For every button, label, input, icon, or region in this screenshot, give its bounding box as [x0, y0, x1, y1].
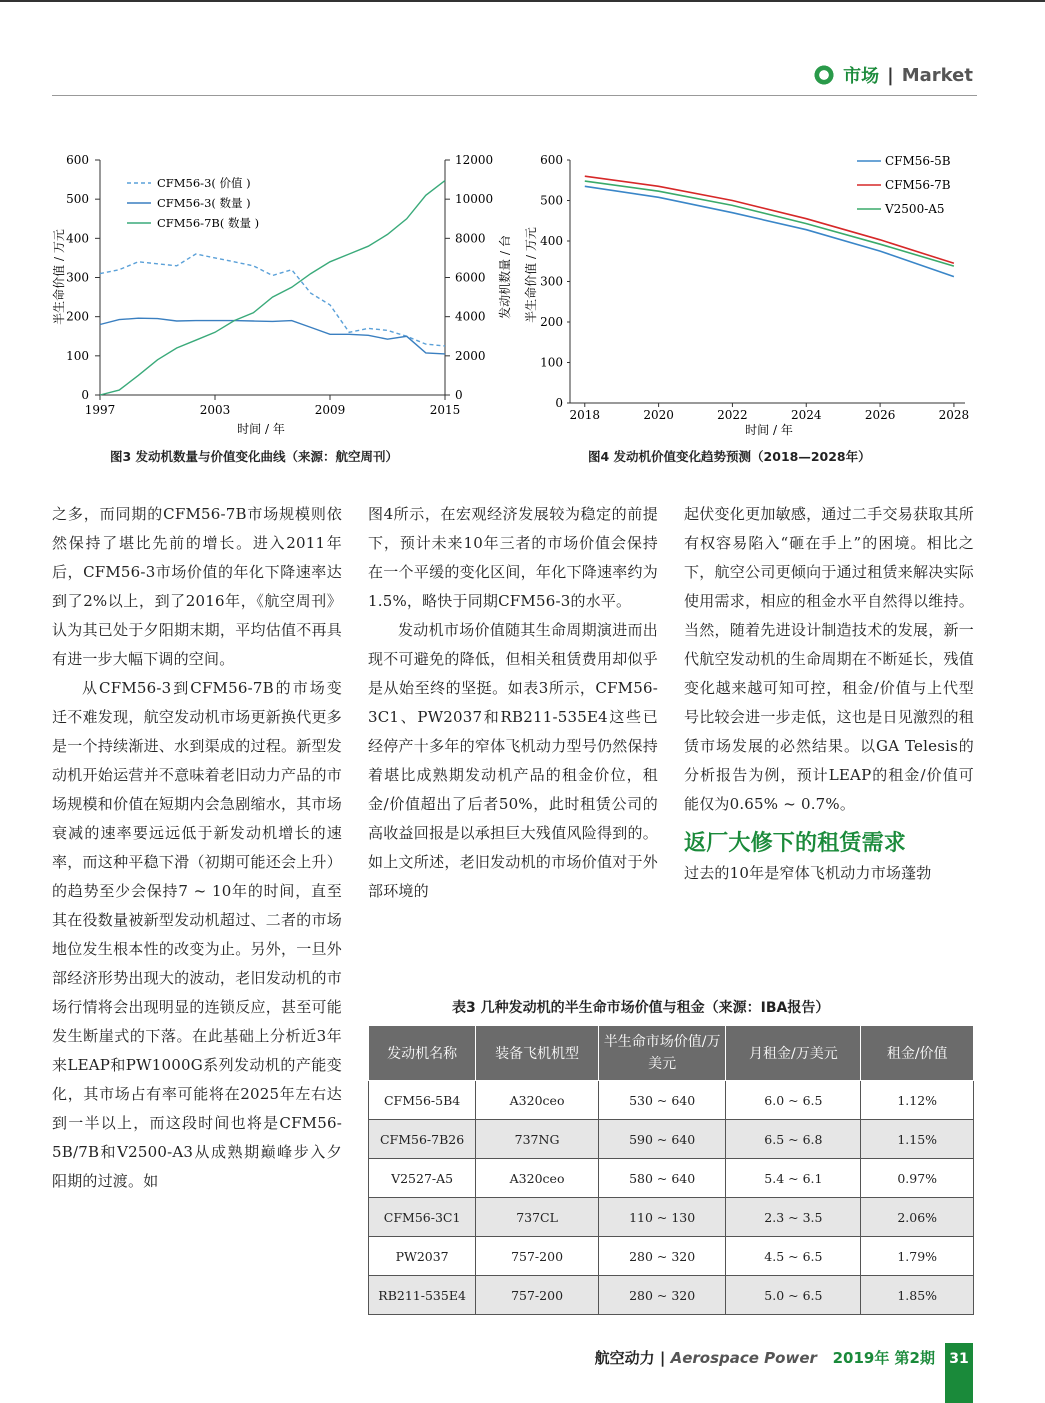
fig3-ytick-label-right: 10000 — [455, 192, 494, 207]
section-header — [813, 62, 973, 88]
table-3-caption: 表3 几种发动机的半生命市场价值与租金（来源：IBA报告） — [452, 1000, 830, 1016]
fig4-axes — [570, 160, 965, 403]
fig4-xtick-label: 2018 — [569, 408, 601, 422]
table-cell: 6.0 ~ 6.5 — [726, 1081, 861, 1120]
table-row — [369, 1120, 974, 1159]
fig3-ytick-label-right: 6000 — [455, 270, 486, 285]
fig3-ytick-label-left: 0 — [81, 388, 89, 402]
fig4-xtick-label: 2020 — [643, 408, 674, 422]
table-cell: CFM56-7B26 — [369, 1120, 476, 1159]
table-cell: CFM56-5B4 — [369, 1081, 476, 1120]
footer-separator: | — [659, 1349, 666, 1367]
fig4-series-line — [585, 186, 954, 276]
fig4-legend-label: CFM56-7B — [885, 178, 951, 192]
table-cell: CFM56-3C1 — [369, 1198, 476, 1237]
fig4-ytick-label: 400 — [540, 234, 563, 248]
table-cell: 5.4 ~ 6.1 — [726, 1159, 861, 1198]
col3-paragraph-2: 过去的10年是窄体飞机动力市场蓬勃 — [684, 864, 932, 882]
fig4-ytick-label: 300 — [540, 274, 563, 289]
top-rule — [0, 0, 1045, 2]
issue-label: 2019年 第2期 — [832, 1349, 935, 1367]
figure-4-caption: 图4 发动机价值变化趋势预测（2018—2028年） — [588, 449, 871, 464]
fig3-ytick-label-left: 100 — [66, 348, 89, 363]
text-column-2 — [368, 500, 658, 906]
table-cell: 4.5 ~ 6.5 — [726, 1237, 861, 1276]
table-header-cell: 装备飞机机型 — [476, 1026, 599, 1081]
fig4-ytick-label: 0 — [555, 396, 563, 410]
table-row — [369, 1276, 974, 1315]
fig3-xtick-label: 2015 — [429, 403, 461, 417]
fig4-ytick-label: 200 — [540, 315, 563, 329]
table-cell: A320ceo — [476, 1081, 599, 1120]
text-column-1 — [52, 500, 342, 1196]
table-header-cell: 租金/价值 — [861, 1026, 974, 1081]
fig3-ytick-label-left: 200 — [66, 309, 89, 324]
fig3-ylabel-left: 半生命价值 / 万元 — [52, 229, 66, 325]
fig3-xtick-label: 2009 — [314, 403, 346, 417]
header-rule — [52, 95, 977, 96]
fig4-legend-label: V2500-A5 — [885, 202, 945, 216]
figure-3-chart — [45, 145, 515, 445]
fig4-ytick-label: 500 — [540, 193, 563, 208]
fig3-ytick-label-right: 0 — [455, 388, 463, 402]
table-row — [369, 1237, 974, 1276]
fig4-ytick-label: 600 — [540, 153, 563, 167]
fig3-legend-label: CFM56-3( 价值 ) — [157, 176, 251, 190]
table-cell: 5.0 ~ 6.5 — [726, 1276, 861, 1315]
col2-paragraph-2: 发动机市场价值随其生命周期演进而出现不可避免的降低，但相关租赁费用却似乎是从始至终的坚挺。如表3所示，CFM56-3C1、PW2037和RB211-535E4这些已经停产十多年的窄体飞机动力型号仍然保持着堪比成熟期发动机产品的租金价位，租金/价值超出了后者50%，此时租赁公司的高收益回报是以承担巨大残值风险得到的。如上文所述，老旧发动机的市场价值对于外部环境的 — [368, 621, 658, 900]
table-cell: PW2037 — [369, 1237, 476, 1276]
col1-paragraph-1: 之多，而同期的CFM56-7B市场规模则依然保持了堪比先前的增长。进入2011年后，CFM56-3市场价值的年化下降速率达到了2%以上，到了2016年，《航空周刊》认为其已处于夕阳期末期，平均估值不再具有进一步大幅下调的空间。 — [52, 505, 342, 668]
fig3-ytick-label-left: 500 — [66, 192, 89, 207]
table-row — [369, 1081, 974, 1120]
table-cell: 590 ~ 640 — [598, 1120, 725, 1159]
fig4-ytick-label: 100 — [540, 355, 563, 370]
figure-4-chart — [495, 145, 975, 445]
fig3-ytick-label-right: 12000 — [455, 153, 494, 167]
table-cell: 2.06% — [861, 1198, 974, 1237]
fig3-legend-label: CFM56-7B( 数量 ) — [157, 216, 260, 230]
fig3-series-line — [100, 318, 445, 354]
table-cell: 1.85% — [861, 1276, 974, 1315]
section-heading: 返厂大修下的租赁需求 — [684, 831, 907, 856]
fig3-axes — [100, 160, 445, 395]
table-cell: 757-200 — [476, 1276, 599, 1315]
fig4-xtick-label: 2024 — [790, 408, 822, 422]
fig4-xtick-label: 2026 — [864, 408, 896, 422]
fig4-xlabel: 时间 / 年 — [745, 423, 793, 437]
table-header-cell: 半生命市场价值/万美元 — [598, 1026, 725, 1081]
fig3-ytick-label-left: 600 — [66, 153, 89, 167]
col1-paragraph-2: 从CFM56-3到CFM56-7B的市场变迁不难发现，航空发动机市场更新换代更多是一个持续渐进、水到渠成的过程。新型发动机开始运营并不意味着老旧动力产品的市场规模和价值在短期内会急剧缩水，其市场衰减的速率要远远低于新发动机增长的速率，而这种平稳下滑（初期可能还会上升）的趋势至少会保持7 ~ 10年的时间，直至其在役数量被新型发动机超过、二者的市场地位发生根本性的改变为止。另外，一旦外部经济形势出现大的波动，老旧发动机的市场行情将会出现明显的连锁反应，甚至可能发生断崖式的下落。在此基础上分析近3年来LEAP和PW1000G系列发动机的产能变化，其市场占有率可能将在2025年左右达到一半以上，而这段时间也将是CFM56-5B/7B和V2500-A3从成熟期巅峰步入夕阳期的过渡。如 — [52, 679, 342, 1190]
page-footer — [595, 1347, 935, 1368]
table-cell: 6.5 ~ 6.8 — [726, 1120, 861, 1159]
table-cell: V2527-A5 — [369, 1159, 476, 1198]
fig3-ytick-label-right: 8000 — [455, 231, 486, 246]
header-separator: | — [887, 64, 894, 86]
table-cell: 0.97% — [861, 1159, 974, 1198]
figure-3-caption: 图3 发动机数量与价值变化曲线（来源：航空周刊） — [110, 449, 399, 464]
fig3-xtick-label: 1997 — [84, 403, 116, 417]
table-cell: 580 ~ 640 — [598, 1159, 725, 1198]
table-cell: 280 ~ 320 — [598, 1237, 725, 1276]
table-cell: 530 ~ 640 — [598, 1081, 725, 1120]
fig3-xtick-label: 2003 — [199, 403, 231, 417]
col3-paragraph-1: 起伏变化更加敏感，通过二手交易获取其所有权容易陷入“砸在手上”的困境。相比之下，航空公司更倾向于通过租赁来解决实际使用需求，相应的租金水平自然得以维持。当然，随着先进设计制造技术的发展，新一代航空发动机的生命周期在不断延长，残值变化越来越可知可控，租金/价值与上代型号比较会进一步走低，这也是日见激烈的租赁市场发展的必然结果。以GA Telesis的分析报告为例，预计LEAP的租金/价值可能仅为0.65% ~ 0.7%。 — [684, 505, 974, 813]
fig3-ytick-label-right: 4000 — [455, 309, 486, 324]
table-header-row — [369, 1026, 974, 1081]
page-number: 31 — [945, 1343, 973, 1403]
fig3-series-line — [100, 254, 445, 346]
table-cell: 737NG — [476, 1120, 599, 1159]
table-cell: 280 ~ 320 — [598, 1276, 725, 1315]
section-name-cn: 市场 — [843, 66, 880, 87]
fig4-legend-label: CFM56-5B — [885, 154, 951, 168]
table-header-cell: 发动机名称 — [369, 1026, 476, 1081]
journal-logo-icon — [813, 64, 835, 86]
table-cell: 2.3 ~ 3.5 — [726, 1198, 861, 1237]
table-3 — [368, 1025, 974, 1315]
table-row — [369, 1159, 974, 1198]
journal-name: 航空动力 — [594, 1349, 655, 1367]
table-cell: 757-200 — [476, 1237, 599, 1276]
table-row — [369, 1198, 974, 1237]
fig3-legend-label: CFM56-3( 数量 ) — [157, 196, 251, 210]
table-header-cell: 月租金/万美元 — [726, 1026, 861, 1081]
col2-paragraph-1: 图4所示，在宏观经济发展较为稳定的前提下，预计未来10年三者的市场价值会保持在一个平缓的变化区间，年化下降速率约为1.5%，略快于同期CFM56-3的水平。 — [368, 505, 658, 610]
table-cell: 110 ~ 130 — [598, 1198, 725, 1237]
table-cell: 1.12% — [861, 1081, 974, 1120]
table-cell: 737CL — [476, 1198, 599, 1237]
fig3-xlabel: 时间 / 年 — [237, 422, 285, 436]
table-cell: RB211-535E4 — [369, 1276, 476, 1315]
fig4-xtick-label: 2028 — [938, 408, 970, 422]
fig4-xtick-label: 2022 — [717, 408, 748, 422]
table-cell: A320ceo — [476, 1159, 599, 1198]
fig3-ytick-label-right: 2000 — [455, 348, 486, 363]
fig3-series-line — [100, 181, 445, 395]
section-name-en: Market — [901, 64, 973, 86]
table-cell: 1.15% — [861, 1120, 974, 1159]
table-cell: 1.79% — [861, 1237, 974, 1276]
text-column-3 — [684, 500, 974, 888]
fig3-ylabel-right: 发动机数量 / 台 — [498, 235, 512, 319]
fig3-ytick-label-left: 300 — [66, 270, 89, 285]
journal-name-en: Aerospace Power — [670, 1349, 817, 1367]
fig3-ytick-label-left: 400 — [66, 231, 89, 246]
fig4-ylabel: 半生命价值 / 万元 — [524, 227, 538, 323]
